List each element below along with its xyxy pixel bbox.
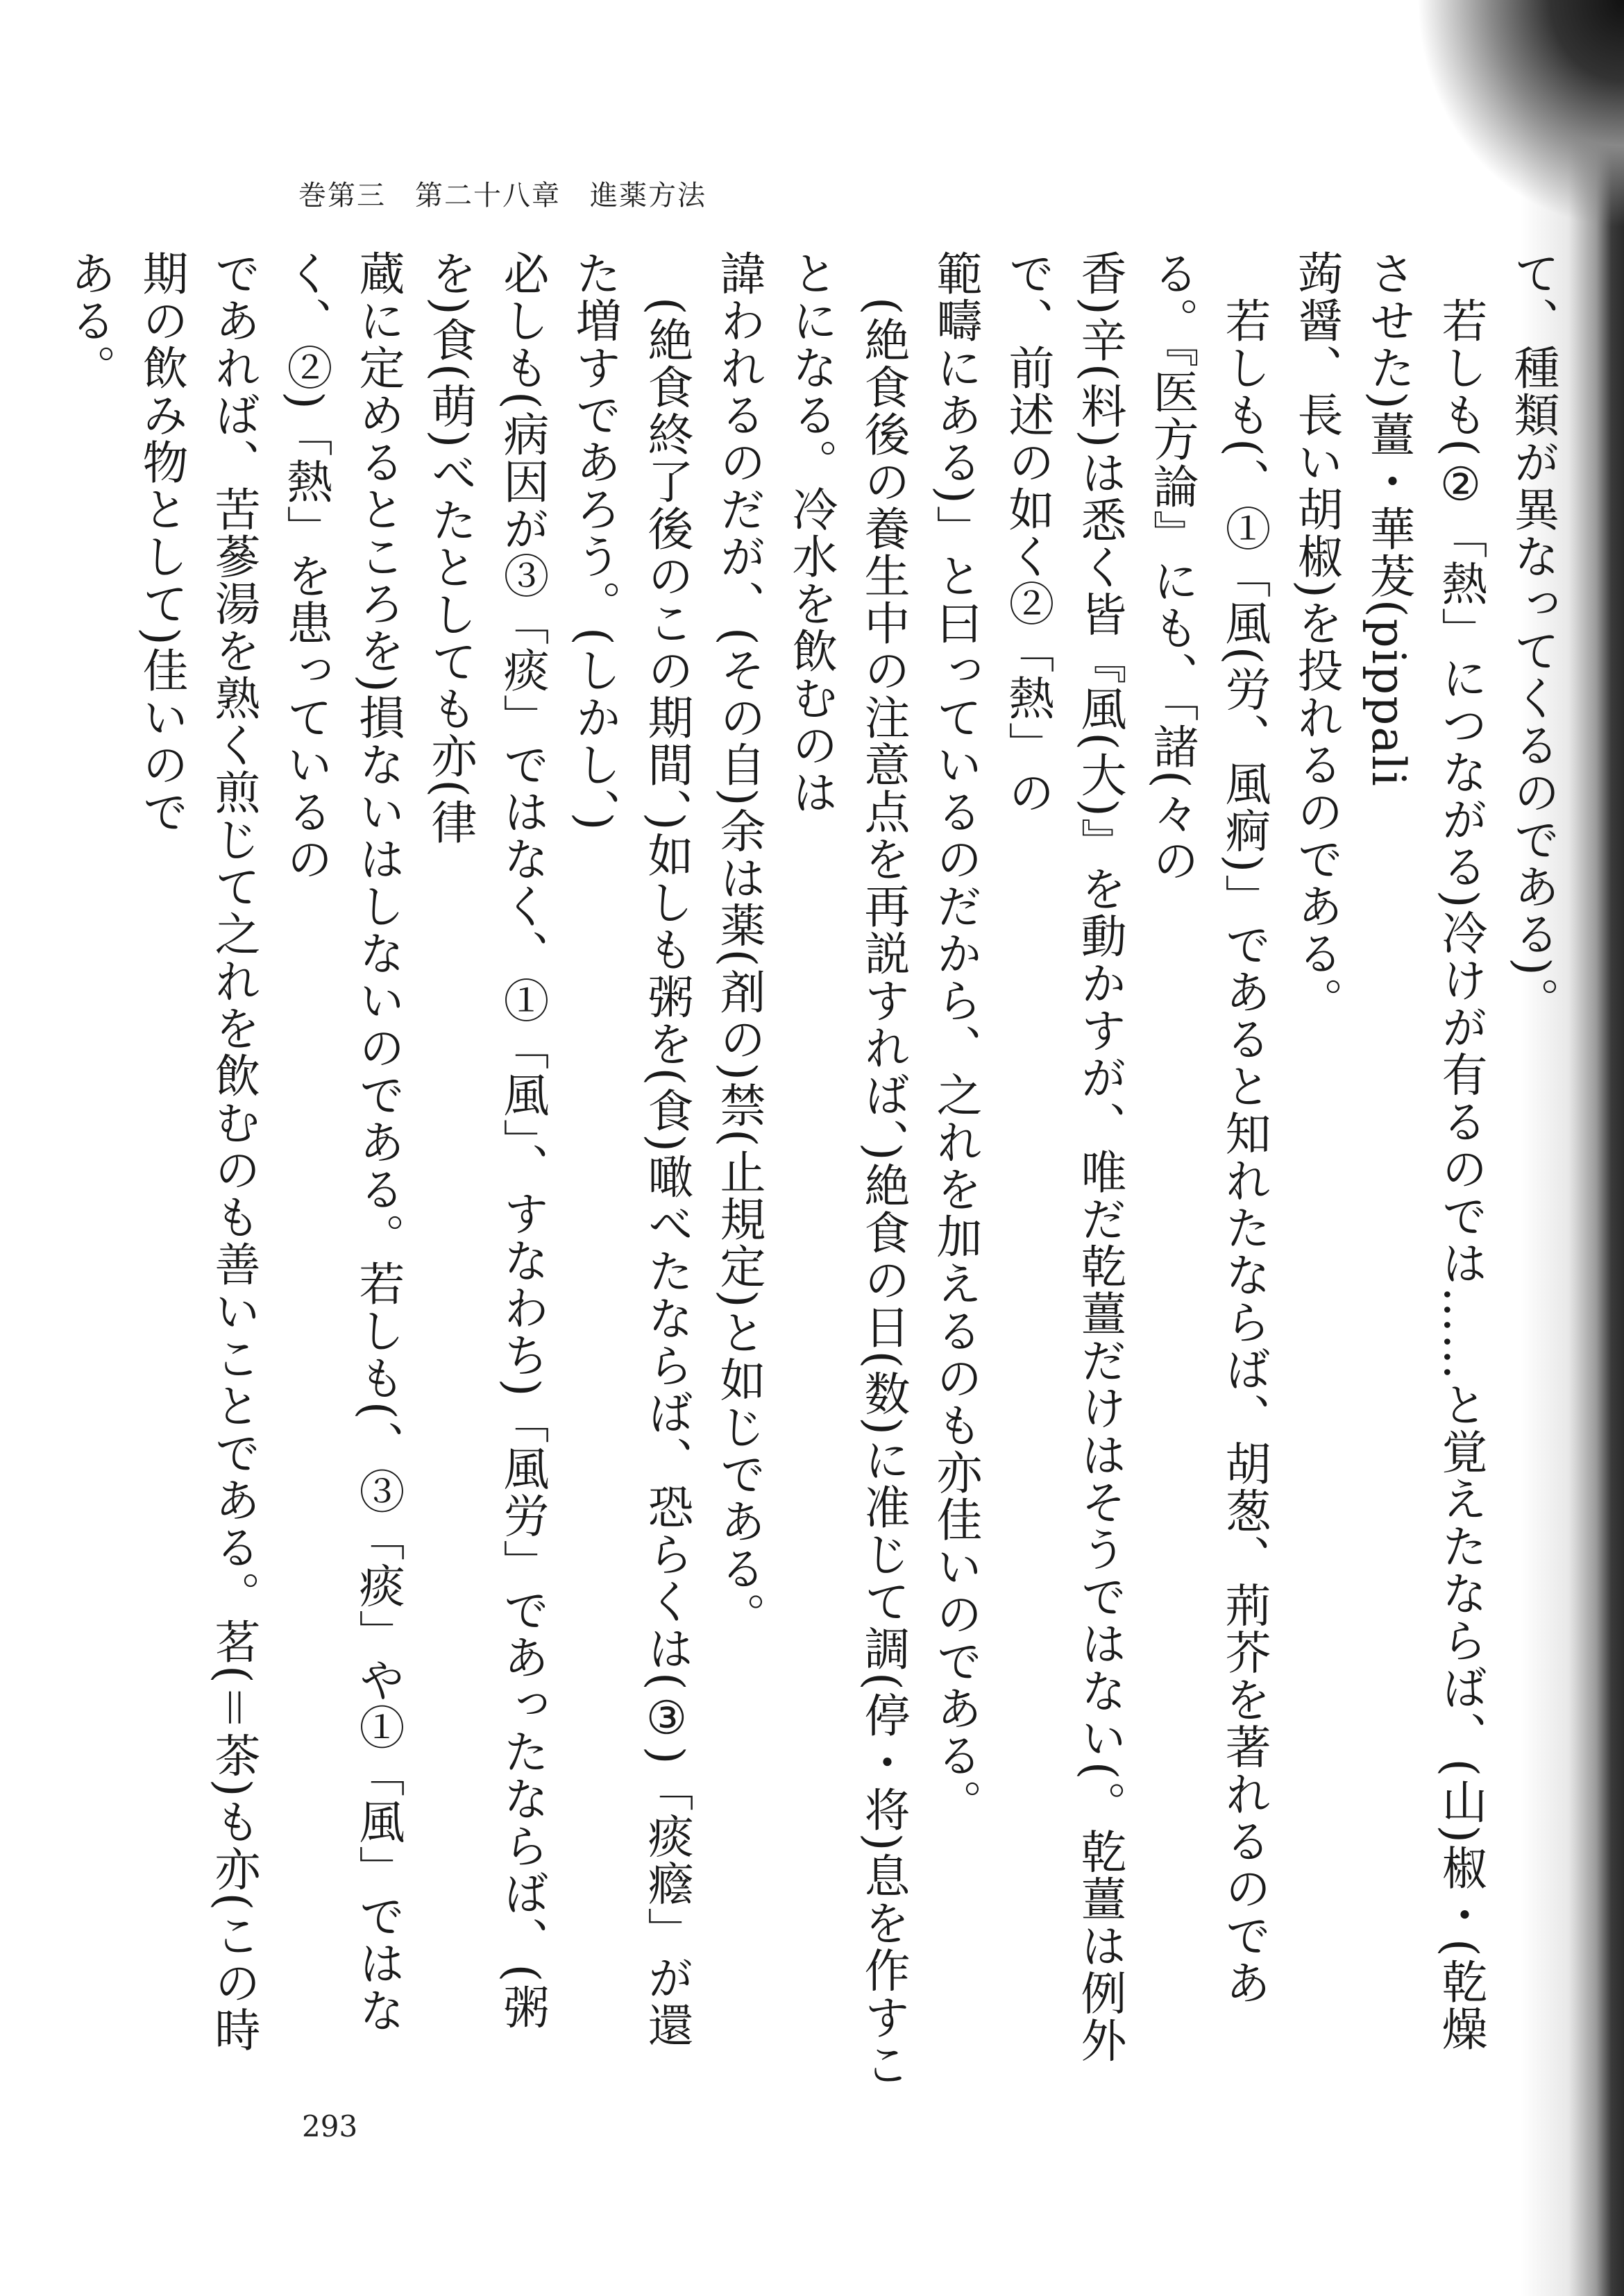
text-column: 必しも(病因が③「痰」ではなく、①「風」、すなわち)「風労」であったならば、(粥を)食(萌)べたとしても亦(律 [423, 250, 549, 2031]
text-column: 香)辛(料)は悉く皆『風(大)』を動かすが、唯だ乾薑だけはそうではない(。乾薑は例外で、前述の如く②「熱」の [1001, 250, 1126, 2064]
body-text [62, 250, 1568, 2095]
text-column: 範疇にある)」と曰っているのだから、之れを加えるのも亦佳いのである。 [929, 250, 982, 1826]
text-column: 蔵に定めるところを)損ないはしないのである。若しも(、③「痰」や①「風」ではなく、②)「熱」を患っているの [279, 250, 405, 2034]
page-number: 293 [302, 2109, 358, 2143]
text-column: 若しも(、①「風(労、風痾)」であると知れたならば、胡葱、荊芥を著れるのである。『医方論』にも、「諸(々の [1145, 250, 1271, 2007]
running-head: 巻第三 第二十八章 進薬方法 [298, 180, 707, 212]
text-column: て、種類が異なってくるのである)。 [1506, 250, 1559, 1024]
text-column: 若しも(②「熱」につながる)冷けが有るのでは……と覚えたならば、(山)椒・(乾燥させた)薑・華茇(pippali [1362, 250, 1487, 2052]
text-column: (絶食後の養生中の注意点を再説すれば、)絶食の日(数)に准じて調(停・将)息を作すことになる。冷水を飲むのは [784, 250, 910, 2089]
text-column: ある。 [62, 250, 116, 391]
scan-corner-shadow [1416, 0, 1624, 229]
text-column: であれば、苦蔘湯を熟く煎じて之れを飲むのも善いことである。茗(＝茶)も亦(この時期の飲み物として)佳いので [135, 250, 260, 2054]
text-column: (絶食終了後のこの期間、)如しも粥を(食)噉べたならば、恐らくは(③)「痰癊」が還た増すであろう。(しかし、) [568, 250, 693, 2049]
text-column-blank [0, 250, 53, 2095]
text-column: 蒟醤、長い胡椒)を投れるのである。 [1289, 250, 1343, 1024]
text-column: 諱われるのだが、(その自)余は薬(剤の)禁(止規定)と如じである。 [712, 250, 766, 1640]
